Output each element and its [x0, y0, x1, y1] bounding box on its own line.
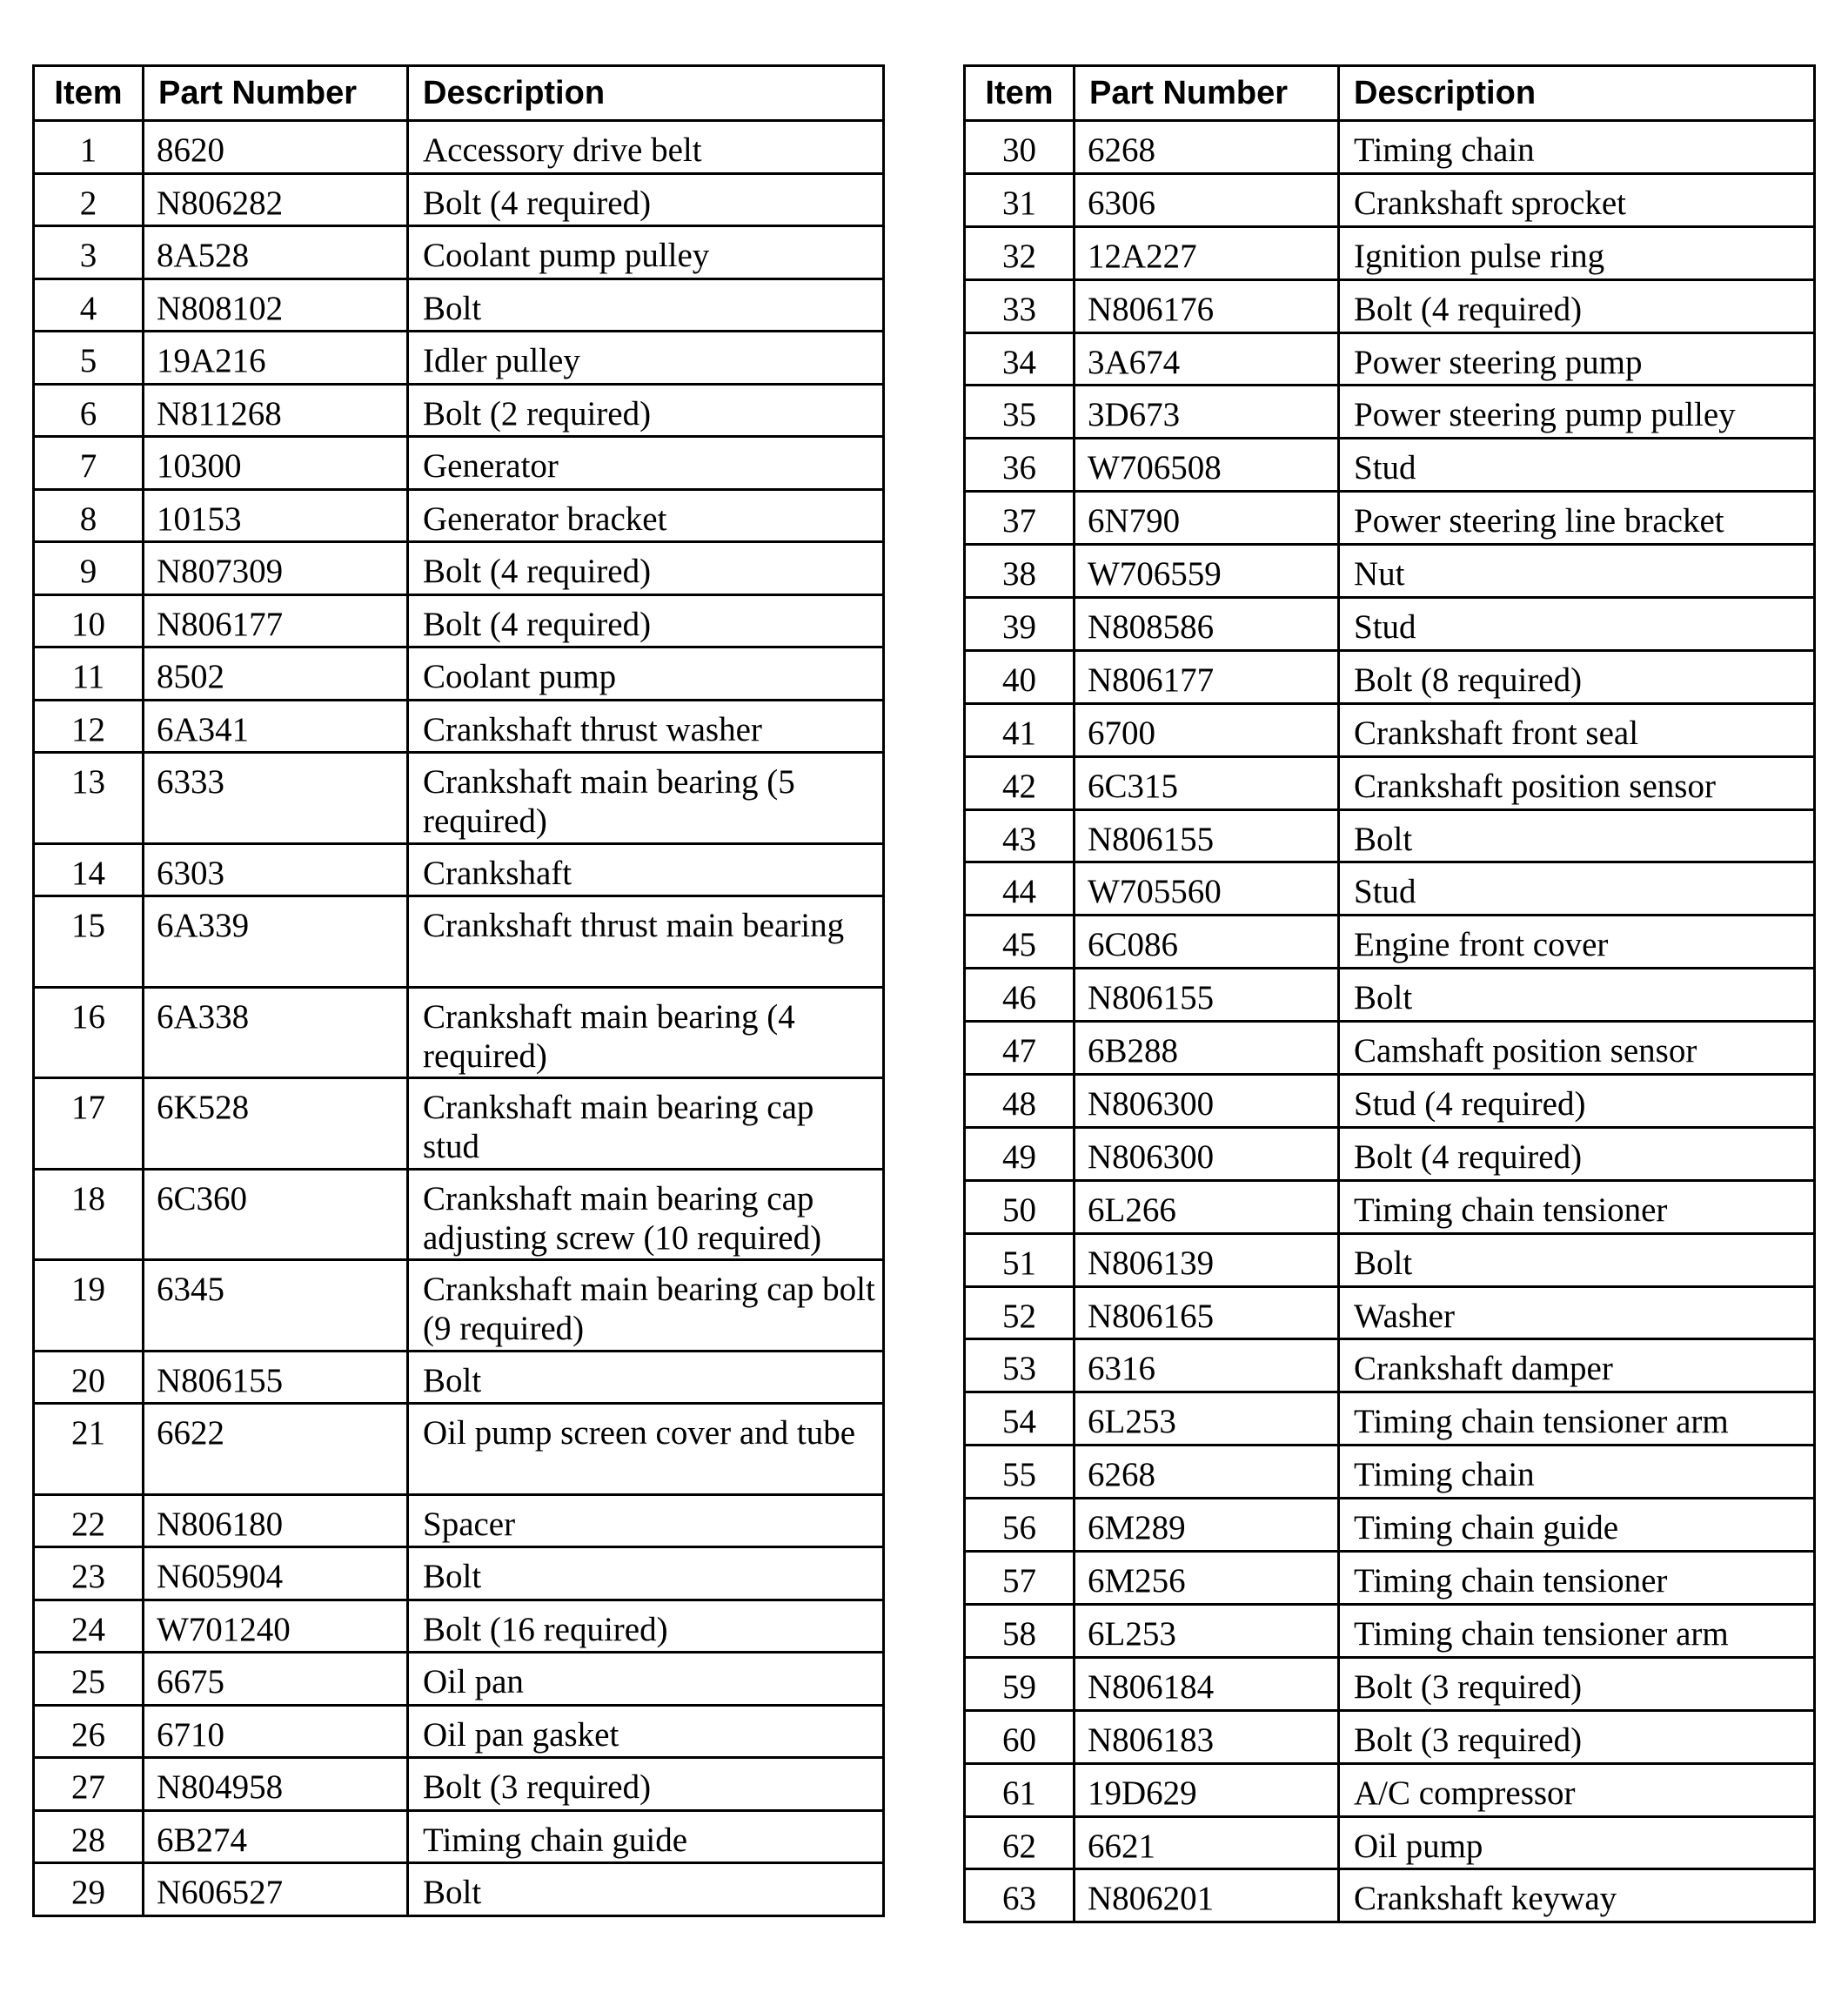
- description-cell: Bolt: [1339, 969, 1815, 1022]
- table-row: [965, 1657, 1815, 1710]
- table-row: [965, 173, 1815, 226]
- table-row: [34, 1653, 884, 1706]
- description-cell: Crankshaft sprocket: [1339, 173, 1815, 226]
- part-number-cell: 8620: [144, 121, 408, 174]
- item-cell: 26: [34, 1705, 144, 1758]
- table-row: [34, 226, 884, 279]
- part-number-cell: 6B274: [144, 1810, 408, 1863]
- item-cell: 12: [34, 700, 144, 753]
- item-cell: 38: [965, 545, 1075, 598]
- table-row: [965, 969, 1815, 1022]
- header-row: [34, 66, 884, 121]
- table-row: [965, 1075, 1815, 1128]
- table-row: [965, 1763, 1815, 1816]
- item-cell: 24: [34, 1600, 144, 1653]
- table-row: [965, 598, 1815, 651]
- part-number-cell: N806184: [1075, 1657, 1339, 1710]
- part-number-cell: 6621: [1075, 1816, 1339, 1869]
- description-cell: Timing chain tensioner: [1339, 1552, 1815, 1605]
- description-cell: Timing chain tensioner arm: [1339, 1392, 1815, 1446]
- description-cell: Oil pump: [1339, 1816, 1815, 1869]
- part-number-cell: 6675: [144, 1653, 408, 1706]
- table-row: [965, 703, 1815, 756]
- item-cell: 28: [34, 1810, 144, 1863]
- description-cell: Stud: [1339, 862, 1815, 916]
- table-row: [34, 1600, 884, 1653]
- item-cell: 19: [34, 1260, 144, 1352]
- description-cell: Crankshaft thrust main bearing: [408, 896, 884, 988]
- item-cell: 14: [34, 843, 144, 896]
- description-cell: Stud: [1339, 439, 1815, 492]
- item-cell: 47: [965, 1022, 1075, 1075]
- item-cell: 27: [34, 1758, 144, 1811]
- description-cell: Bolt: [1339, 809, 1815, 862]
- item-cell: 58: [965, 1604, 1075, 1657]
- description-cell: Bolt: [408, 1351, 884, 1404]
- description-cell: Power steering pump pulley: [1339, 386, 1815, 439]
- item-cell: 21: [34, 1404, 144, 1495]
- part-number-cell: 6M256: [1075, 1552, 1339, 1605]
- table-row: [965, 650, 1815, 703]
- part-number-cell: 6A339: [144, 896, 408, 988]
- item-cell: 3: [34, 226, 144, 279]
- part-number-cell: 3D673: [1075, 386, 1339, 439]
- part-number-cell: 6C086: [1075, 916, 1339, 969]
- table-row: [965, 332, 1815, 386]
- part-number-cell: N806155: [144, 1351, 408, 1404]
- item-cell: 36: [965, 439, 1075, 492]
- table-row: [34, 1547, 884, 1600]
- part-number-cell: N806155: [1075, 969, 1339, 1022]
- description-cell: Crankshaft keyway: [1339, 1869, 1815, 1922]
- item-cell: 56: [965, 1499, 1075, 1552]
- part-number-cell: N804958: [144, 1758, 408, 1811]
- item-cell: 63: [965, 1869, 1075, 1922]
- description-cell: Bolt (4 required): [1339, 279, 1815, 332]
- table-row: [34, 896, 884, 988]
- description-cell: Idler pulley: [408, 332, 884, 385]
- table-row: [34, 1404, 884, 1495]
- description-cell: Timing chain: [1339, 121, 1815, 174]
- part-number-cell: 6700: [1075, 703, 1339, 756]
- table-row: [34, 1078, 884, 1170]
- item-cell: 60: [965, 1710, 1075, 1763]
- part-number-cell: W706559: [1075, 545, 1339, 598]
- description-cell: Crankshaft front seal: [1339, 703, 1815, 756]
- part-number-cell: 6316: [1075, 1339, 1339, 1392]
- part-number-cell: 6C315: [1075, 756, 1339, 809]
- table-row: [965, 1604, 1815, 1657]
- item-cell: 18: [34, 1169, 144, 1260]
- table-row: [965, 439, 1815, 492]
- item-cell: 39: [965, 598, 1075, 651]
- table-row: [34, 700, 884, 753]
- description-cell: Camshaft position sensor: [1339, 1022, 1815, 1075]
- description-cell: Bolt (3 required): [1339, 1710, 1815, 1763]
- table-row: [34, 437, 884, 490]
- item-cell: 22: [34, 1494, 144, 1547]
- item-cell: 8: [34, 489, 144, 542]
- description-cell: Crankshaft main bearing (5 required): [408, 753, 884, 844]
- description-cell: Crankshaft damper: [1339, 1339, 1815, 1392]
- item-cell: 1: [34, 121, 144, 174]
- item-cell: 44: [965, 862, 1075, 916]
- description-cell: Bolt (4 required): [408, 594, 884, 647]
- table-row: [34, 278, 884, 332]
- part-number-cell: W705560: [1075, 862, 1339, 916]
- part-number-cell: N808586: [1075, 598, 1339, 651]
- description-cell: Timing chain guide: [1339, 1499, 1815, 1552]
- description-cell: Stud: [1339, 598, 1815, 651]
- item-cell: 7: [34, 437, 144, 490]
- part-number-cell: 19A216: [144, 332, 408, 385]
- header-description: Description: [408, 66, 884, 121]
- table-row: [965, 1180, 1815, 1233]
- table-row: [34, 384, 884, 437]
- description-cell: Timing chain guide: [408, 1810, 884, 1863]
- item-cell: 33: [965, 279, 1075, 332]
- description-cell: Crankshaft main bearing cap stud: [408, 1078, 884, 1170]
- part-number-cell: N806282: [144, 173, 408, 226]
- part-number-cell: N806155: [1075, 809, 1339, 862]
- table-row: [34, 1758, 884, 1811]
- part-number-cell: 6B288: [1075, 1022, 1339, 1075]
- item-cell: 42: [965, 756, 1075, 809]
- part-number-cell: N806300: [1075, 1127, 1339, 1180]
- description-cell: Bolt (4 required): [408, 542, 884, 595]
- table-row: [34, 542, 884, 595]
- description-cell: Crankshaft main bearing cap adjusting screw (10 required): [408, 1169, 884, 1260]
- part-number-cell: 6L253: [1075, 1392, 1339, 1446]
- part-number-cell: 6C360: [144, 1169, 408, 1260]
- description-cell: Bolt: [408, 1547, 884, 1600]
- table-row: [965, 1233, 1815, 1286]
- item-cell: 25: [34, 1653, 144, 1706]
- part-number-cell: N806300: [1075, 1075, 1339, 1128]
- parts-table-right: [963, 64, 1816, 1923]
- item-cell: 34: [965, 332, 1075, 386]
- table-row: [965, 1552, 1815, 1605]
- description-cell: Bolt: [1339, 1233, 1815, 1286]
- table-row: [34, 647, 884, 701]
- item-cell: 43: [965, 809, 1075, 862]
- item-cell: 11: [34, 647, 144, 701]
- item-cell: 46: [965, 969, 1075, 1022]
- description-cell: A/C compressor: [1339, 1763, 1815, 1816]
- header-description: Description: [1339, 66, 1815, 121]
- description-cell: Bolt (4 required): [1339, 1127, 1815, 1180]
- part-number-cell: N806177: [144, 594, 408, 647]
- part-number-cell: N806165: [1075, 1286, 1339, 1339]
- part-number-cell: 3A674: [1075, 332, 1339, 386]
- header-part-number: Part Number: [144, 66, 408, 121]
- description-cell: Bolt: [408, 1863, 884, 1916]
- part-number-cell: 6622: [144, 1404, 408, 1495]
- part-number-cell: N806183: [1075, 1710, 1339, 1763]
- part-number-cell: 6268: [1075, 121, 1339, 174]
- item-cell: 9: [34, 542, 144, 595]
- item-cell: 23: [34, 1547, 144, 1600]
- description-cell: Bolt (8 required): [1339, 650, 1815, 703]
- description-cell: Bolt: [408, 278, 884, 332]
- table-row: [34, 173, 884, 226]
- description-cell: Bolt (3 required): [1339, 1657, 1815, 1710]
- part-number-cell: 6L253: [1075, 1604, 1339, 1657]
- table-row: [34, 753, 884, 844]
- item-cell: 16: [34, 987, 144, 1078]
- table-row: [965, 545, 1815, 598]
- description-cell: Timing chain tensioner: [1339, 1180, 1815, 1233]
- part-number-cell: N606527: [144, 1863, 408, 1916]
- description-cell: Oil pan: [408, 1653, 884, 1706]
- item-cell: 31: [965, 173, 1075, 226]
- item-cell: 52: [965, 1286, 1075, 1339]
- table-row: [34, 987, 884, 1078]
- part-number-cell: N806180: [144, 1494, 408, 1547]
- header-row: [965, 66, 1815, 121]
- item-cell: 15: [34, 896, 144, 988]
- item-cell: 40: [965, 650, 1075, 703]
- item-cell: 48: [965, 1075, 1075, 1128]
- table-row: [965, 1392, 1815, 1446]
- description-cell: Power steering pump: [1339, 332, 1815, 386]
- table-row: [965, 1710, 1815, 1763]
- table-row: [34, 594, 884, 647]
- part-number-cell: 6306: [1075, 173, 1339, 226]
- table-row: [965, 121, 1815, 174]
- table-row: [34, 1863, 884, 1916]
- part-number-cell: N808102: [144, 278, 408, 332]
- table-row: [965, 386, 1815, 439]
- table-row: [34, 843, 884, 896]
- header-item: Item: [34, 66, 144, 121]
- item-cell: 17: [34, 1078, 144, 1170]
- part-number-cell: 6M289: [1075, 1499, 1339, 1552]
- part-number-cell: 6L266: [1075, 1180, 1339, 1233]
- description-cell: Generator bracket: [408, 489, 884, 542]
- description-cell: Crankshaft thrust washer: [408, 700, 884, 753]
- table-row: [965, 1127, 1815, 1180]
- item-cell: 29: [34, 1863, 144, 1916]
- item-cell: 51: [965, 1233, 1075, 1286]
- table-row: [965, 809, 1815, 862]
- item-cell: 4: [34, 278, 144, 332]
- part-number-cell: 6333: [144, 753, 408, 844]
- description-cell: Bolt (16 required): [408, 1600, 884, 1653]
- description-cell: Coolant pump pulley: [408, 226, 884, 279]
- table-row: [34, 121, 884, 174]
- description-cell: Nut: [1339, 545, 1815, 598]
- description-cell: Oil pump screen cover and tube: [408, 1404, 884, 1495]
- table-row: [965, 279, 1815, 332]
- item-cell: 32: [965, 226, 1075, 279]
- part-number-cell: N806177: [1075, 650, 1339, 703]
- description-cell: Stud (4 required): [1339, 1075, 1815, 1128]
- table-row: [965, 1339, 1815, 1392]
- part-number-cell: 10300: [144, 437, 408, 490]
- part-number-cell: 19D629: [1075, 1763, 1339, 1816]
- table-row: [965, 492, 1815, 545]
- part-number-cell: N806139: [1075, 1233, 1339, 1286]
- item-cell: 54: [965, 1392, 1075, 1446]
- item-cell: 50: [965, 1180, 1075, 1233]
- item-cell: 49: [965, 1127, 1075, 1180]
- item-cell: 6: [34, 384, 144, 437]
- part-number-cell: 6345: [144, 1260, 408, 1352]
- item-cell: 57: [965, 1552, 1075, 1605]
- part-number-cell: 10153: [144, 489, 408, 542]
- part-number-cell: N806176: [1075, 279, 1339, 332]
- description-cell: Accessory drive belt: [408, 121, 884, 174]
- description-cell: Bolt (4 required): [408, 173, 884, 226]
- part-number-cell: N806201: [1075, 1869, 1339, 1922]
- table-row: [34, 332, 884, 385]
- table-row: [965, 1286, 1815, 1339]
- item-cell: 55: [965, 1446, 1075, 1499]
- description-cell: Washer: [1339, 1286, 1815, 1339]
- table-row: [34, 1705, 884, 1758]
- parts-table-left: [32, 64, 885, 1917]
- description-cell: Crankshaft: [408, 843, 884, 896]
- item-cell: 45: [965, 916, 1075, 969]
- part-number-cell: N605904: [144, 1547, 408, 1600]
- part-number-cell: 6K528: [144, 1078, 408, 1170]
- item-cell: 61: [965, 1763, 1075, 1816]
- table-row: [965, 1499, 1815, 1552]
- table-row: [965, 1816, 1815, 1869]
- description-cell: Bolt (3 required): [408, 1758, 884, 1811]
- description-cell: Power steering line bracket: [1339, 492, 1815, 545]
- table-row: [965, 1446, 1815, 1499]
- description-cell: Coolant pump: [408, 647, 884, 701]
- description-cell: Bolt (2 required): [408, 384, 884, 437]
- description-cell: Generator: [408, 437, 884, 490]
- part-number-cell: 6303: [144, 843, 408, 896]
- table-row: [34, 1169, 884, 1260]
- table-row: [965, 916, 1815, 969]
- table-row: [965, 226, 1815, 279]
- header-part-number: Part Number: [1075, 66, 1339, 121]
- table-row: [34, 1351, 884, 1404]
- item-cell: 10: [34, 594, 144, 647]
- description-cell: Ignition pulse ring: [1339, 226, 1815, 279]
- item-cell: 30: [965, 121, 1075, 174]
- header-item: Item: [965, 66, 1075, 121]
- part-number-cell: 8502: [144, 647, 408, 701]
- part-number-cell: 6A341: [144, 700, 408, 753]
- table-row: [965, 1022, 1815, 1075]
- description-cell: Timing chain tensioner arm: [1339, 1604, 1815, 1657]
- part-number-cell: N811268: [144, 384, 408, 437]
- table-row: [965, 862, 1815, 916]
- item-cell: 5: [34, 332, 144, 385]
- item-cell: 2: [34, 173, 144, 226]
- part-number-cell: 6268: [1075, 1446, 1339, 1499]
- part-number-cell: 8A528: [144, 226, 408, 279]
- description-cell: Timing chain: [1339, 1446, 1815, 1499]
- part-number-cell: 6N790: [1075, 492, 1339, 545]
- item-cell: 20: [34, 1351, 144, 1404]
- description-cell: Crankshaft main bearing (4 required): [408, 987, 884, 1078]
- description-cell: Oil pan gasket: [408, 1705, 884, 1758]
- item-cell: 41: [965, 703, 1075, 756]
- description-cell: Spacer: [408, 1494, 884, 1547]
- description-cell: Engine front cover: [1339, 916, 1815, 969]
- item-cell: 37: [965, 492, 1075, 545]
- table-row: [965, 756, 1815, 809]
- table-row: [965, 1869, 1815, 1922]
- description-cell: Crankshaft position sensor: [1339, 756, 1815, 809]
- part-number-cell: N807309: [144, 542, 408, 595]
- part-number-cell: 6A338: [144, 987, 408, 1078]
- part-number-cell: W706508: [1075, 439, 1339, 492]
- part-number-cell: 6710: [144, 1705, 408, 1758]
- table-row: [34, 1494, 884, 1547]
- item-cell: 13: [34, 753, 144, 844]
- table-row: [34, 1810, 884, 1863]
- part-number-cell: W701240: [144, 1600, 408, 1653]
- item-cell: 59: [965, 1657, 1075, 1710]
- table-row: [34, 489, 884, 542]
- item-cell: 35: [965, 386, 1075, 439]
- table-row: [34, 1260, 884, 1352]
- item-cell: 62: [965, 1816, 1075, 1869]
- part-number-cell: 12A227: [1075, 226, 1339, 279]
- item-cell: 53: [965, 1339, 1075, 1392]
- description-cell: Crankshaft main bearing cap bolt (9 required): [408, 1260, 884, 1352]
